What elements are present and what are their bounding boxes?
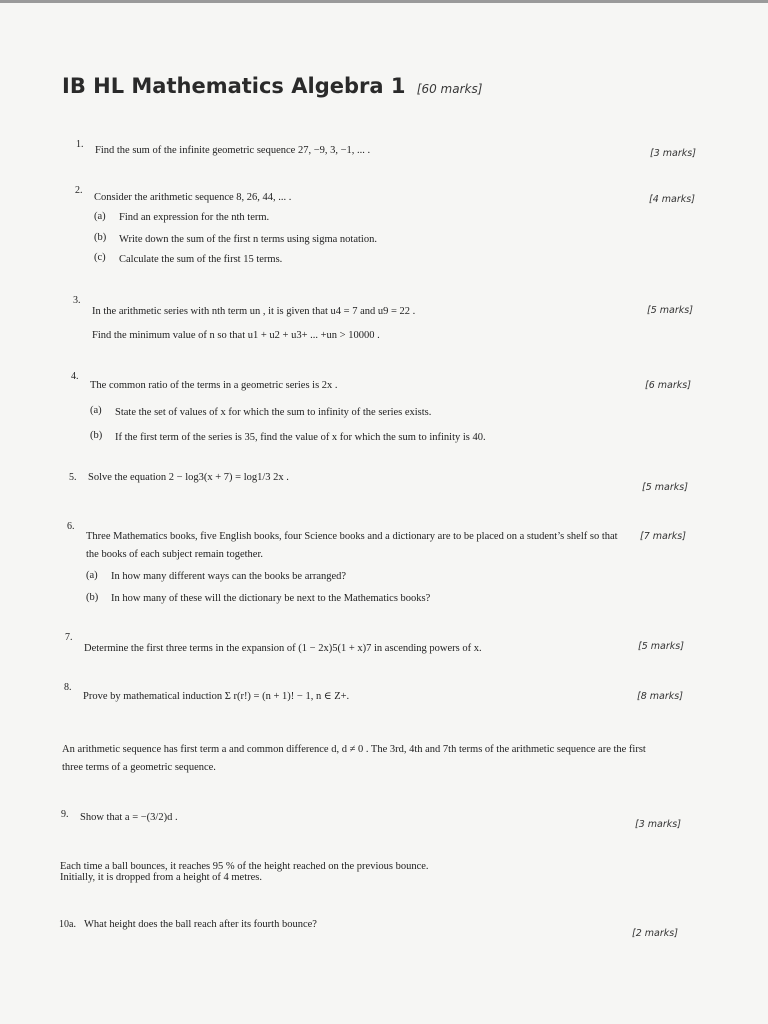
q3-text: In the arithmetic series with nth term un , it is given that u4 = 7 and u9 = 22 . — [92, 306, 416, 317]
title-text: IB HL Mathematics Algebra 1 — [62, 74, 406, 98]
q6-number: 6. — [67, 521, 75, 532]
q2a-label: (a) — [94, 211, 106, 222]
ball-context-line1: Each time a ball bounces, it reaches 95 % of the height reached on the previous bounce. — [60, 861, 429, 872]
q2a-text: Find an expression for the nth term. — [119, 212, 270, 223]
q4b-text: If the first term of the series is 35, find the value of x for which the sum to infinity is 40. — [115, 432, 486, 443]
q2c-text: Calculate the sum of the first 15 terms. — [119, 254, 283, 265]
q6-marks: [7 marks] — [640, 531, 686, 542]
page-title — [62, 74, 482, 98]
q4-marks: [6 marks] — [645, 380, 691, 391]
q4-number: 4. — [71, 371, 79, 382]
q6b-text: In how many of these will the dictionary be next to the Mathematics books? — [111, 593, 431, 604]
q2-marks: [4 marks] — [649, 194, 695, 205]
arith-context-line1: An arithmetic sequence has first term a and common difference d, d ≠ 0 . The 3rd, 4th and 7th terms of the arithmetic sequence are the first — [62, 744, 646, 755]
q10a-marks: [2 marks] — [632, 928, 678, 939]
q10a-number: 10a. — [59, 919, 76, 930]
q4b-label: (b) — [90, 430, 103, 441]
q2b-text: Write down the sum of the first n terms using sigma notation. — [119, 234, 377, 245]
ball-context-line2: Initially, it is dropped from a height of 4 metres. — [60, 872, 262, 883]
q9-marks: [3 marks] — [635, 819, 681, 830]
q8-text: Prove by mathematical induction Σ r(r!) = (n + 1)! − 1, n ∈ Z+. — [83, 691, 350, 702]
q1-number: 1. — [76, 139, 84, 150]
q1-text: Find the sum of the infinite geometric sequence 27, −9, 3, −1, ... . — [95, 145, 371, 156]
q9-text: Show that a = −(3/2)d . — [80, 812, 178, 823]
q4a-label: (a) — [90, 405, 102, 416]
q3-number: 3. — [73, 295, 81, 306]
q1-marks: [3 marks] — [650, 148, 696, 159]
q2c-label: (c) — [94, 252, 106, 263]
total-marks: [60 marks] — [416, 82, 483, 96]
q7-number: 7. — [65, 632, 73, 643]
q6a-label: (a) — [86, 570, 98, 581]
q8-number: 8. — [64, 682, 72, 693]
top-edge-line — [0, 0, 768, 3]
q5-number: 5. — [69, 472, 77, 483]
q6-text-2: the books of each subject remain together. — [86, 549, 263, 560]
q5-text: Solve the equation 2 − log3(x + 7) = log1/3 2x . — [88, 472, 289, 483]
q8-marks: [8 marks] — [637, 691, 683, 702]
q7-text: Determine the first three terms in the expansion of (1 − 2x)5(1 + x)7 in ascending powers of x. — [84, 643, 482, 654]
q2-text: Consider the arithmetic sequence 8, 26, 44, ... . — [94, 192, 292, 203]
arith-context-line2: three terms of a geometric sequence. — [62, 762, 216, 773]
q2b-label: (b) — [94, 232, 107, 243]
q10a-text: What height does the ball reach after its fourth bounce? — [84, 919, 317, 930]
q3-marks: [5 marks] — [647, 305, 693, 316]
q6b-label: (b) — [86, 592, 99, 603]
q6a-text: In how many different ways can the books be arranged? — [111, 571, 347, 582]
q9-number: 9. — [61, 809, 69, 820]
q4-text: The common ratio of the terms in a geometric series is 2x . — [90, 380, 338, 391]
q4a-text: State the set of values of x for which the sum to infinity of the series exists. — [115, 407, 432, 418]
q2-number: 2. — [75, 185, 83, 196]
q5-marks: [5 marks] — [642, 482, 688, 493]
q6-text: Three Mathematics books, five English books, four Science books and a dictionary are to be placed on a student’s shelf so that — [86, 531, 618, 542]
q3-text-2: Find the minimum value of n so that u1 + u2 + u3+ ... +un > 10000 . — [92, 330, 380, 341]
q7-marks: [5 marks] — [638, 641, 684, 652]
